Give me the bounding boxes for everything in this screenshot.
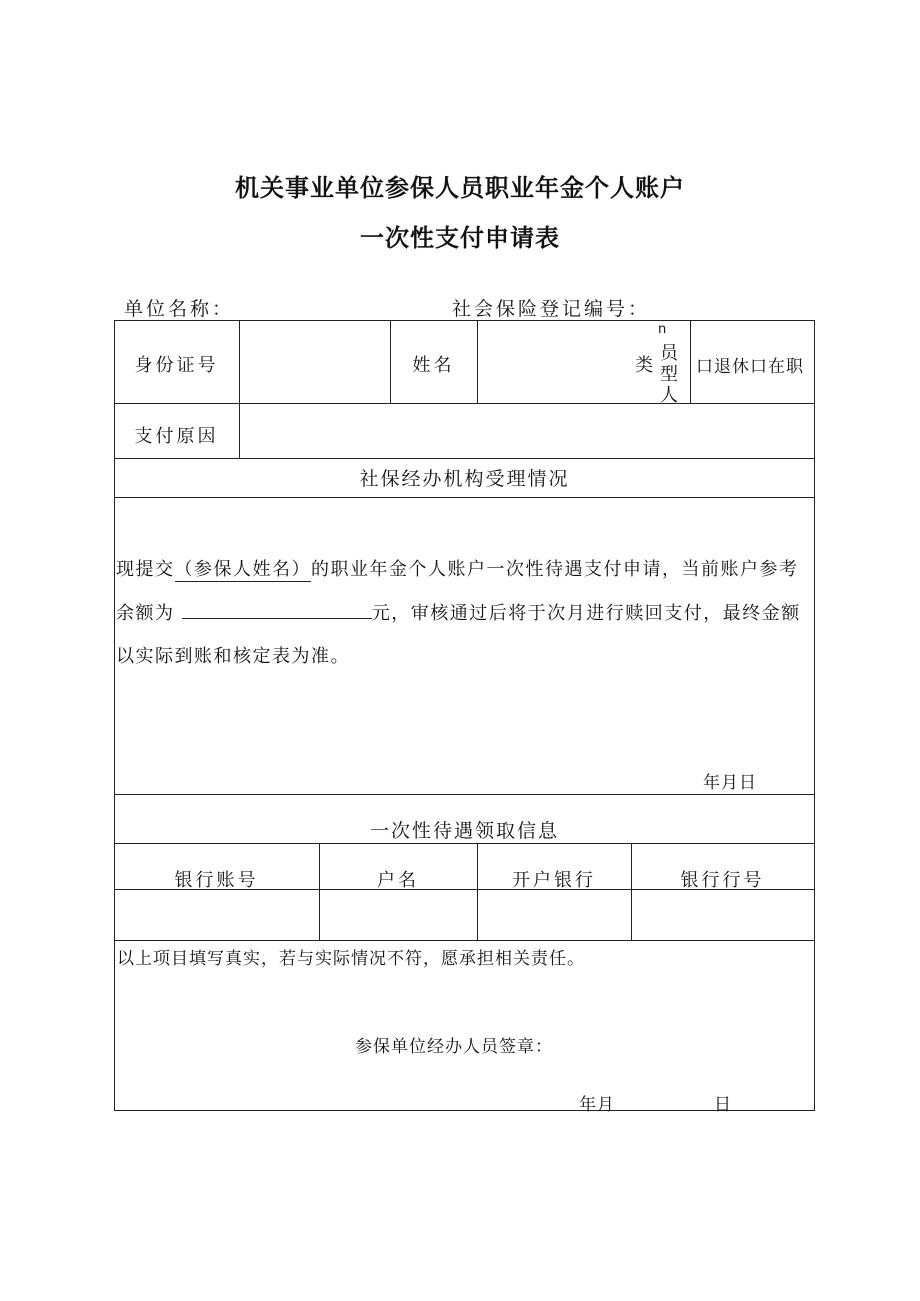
opening-bank-header: 开户银行 [512, 870, 596, 891]
person-type-options[interactable]: 口退休口在职 [696, 357, 804, 377]
id-number-field[interactable] [240, 321, 390, 403]
payment-reason-label: 支付原因 [134, 426, 219, 447]
declaration-date-year-month: 年月 [579, 1095, 615, 1115]
form-title-line1: 机关事业单位参保人员职业年金个人账户 [235, 174, 685, 202]
balance-amount-blank[interactable] [182, 600, 372, 619]
payout-heading: 一次性待遇领取信息 [369, 820, 559, 842]
unit-name-label: 单位名称： [124, 298, 235, 320]
acceptance-paragraph-line1 [116, 555, 799, 582]
acceptance-paragraph-line2 [116, 599, 801, 625]
declaration-statement: 以上项目填写真实，若与实际情况不符，愿承担相关责任。 [117, 949, 585, 969]
acceptance-paragraph-line3: 以实际到账和核定表为准。 [116, 646, 350, 667]
p1-suffix: 的职业年金个人账户一次性待遇支付申请，当前账户参考 [311, 559, 799, 580]
p1-prefix: 现提交 [116, 559, 175, 580]
type-char-ren: 人 [660, 385, 678, 406]
registration-number-label: 社会保险登记编号： [452, 298, 651, 320]
type-char-lei: 类 [635, 355, 653, 376]
type-char-yuan: 员 [660, 343, 678, 364]
bank-account-field[interactable] [115, 890, 319, 940]
bank-code-header: 银行行号 [680, 870, 765, 891]
acceptance-date: 年月日 [703, 773, 757, 793]
type-char-xing: 型 [660, 364, 678, 385]
account-name-header: 户名 [377, 870, 419, 891]
id-number-label: 身份证号 [134, 355, 219, 376]
declaration-date-day: 日 [714, 1095, 731, 1115]
name-field[interactable] [478, 321, 628, 403]
bank-account-header: 银行账号 [174, 870, 259, 891]
signature-label: 参保单位经办人员签章： [355, 1037, 553, 1057]
bank-code-field[interactable] [632, 890, 814, 940]
acceptance-heading: 社保经办机构受理情况 [359, 468, 570, 490]
type-mark: n [658, 322, 667, 337]
name-label: 姓名 [412, 355, 455, 376]
account-name-field[interactable] [320, 890, 477, 940]
insured-name-placeholder: （参保人姓名） [175, 555, 312, 582]
p2-prefix: 余额为 [116, 603, 175, 624]
payment-reason-field[interactable] [240, 404, 814, 458]
opening-bank-field[interactable] [478, 890, 631, 940]
form-title-line2: 一次性支付申请表 [360, 224, 560, 252]
p2-suffix: 元，审核通过后将于次月进行赎回支付，最终金额 [371, 603, 801, 624]
